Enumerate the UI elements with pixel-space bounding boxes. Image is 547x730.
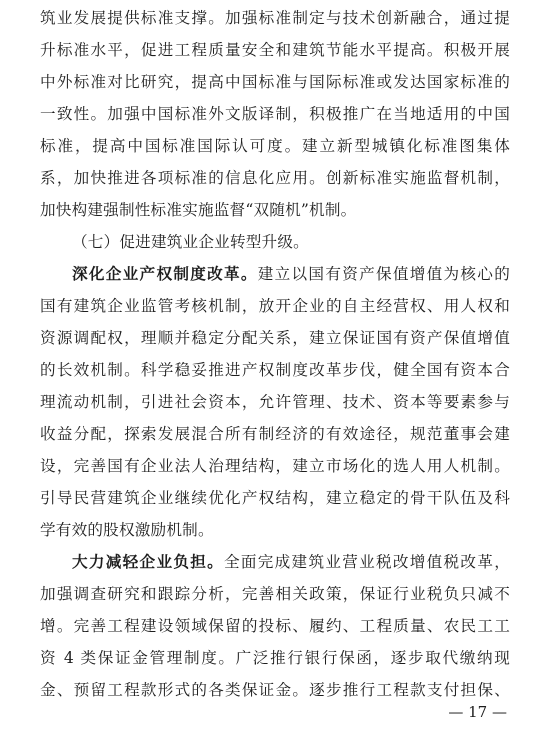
text-line: 加强调查研究和跟踪分析，完善相关政策，保证行业税负只减不 xyxy=(40,585,510,603)
text-line: 国有建筑企业监管考核机制，放开企业的自主经营权、用人权和 xyxy=(40,297,510,315)
text-line: 系，加快推进各项标准的信息化应用。创新标准实施监督机制， xyxy=(40,169,510,187)
text-line: 标准，提高中国标准国际认可度。建立新型城镇化标准图集体 xyxy=(40,137,510,155)
text-line: 学有效的股权激励机制。 xyxy=(40,521,214,539)
text-line: 一致性。加强中国标准外文版译制，积极推广在当地适用的中国 xyxy=(40,105,510,123)
text-span: 全面完成建筑业营业税改增值税改革， xyxy=(224,553,510,571)
text-line: 资 4 类保证金管理制度。广泛推行银行保函，逐步取代缴纳现 xyxy=(40,649,510,667)
text-line: 资源调配权，理顺并稳定分配关系，建立保证国有资产保值增值 xyxy=(40,329,510,347)
page-number: — 17 — xyxy=(448,703,507,721)
text-line: 增。完善工程建设领域保留的投标、履约、工程质量、农民工工 xyxy=(40,617,510,635)
text-line: 设，完善国有企业法人治理结构，建立市场化的选人用人机制。 xyxy=(40,457,510,475)
text-span: 建立以国有资产保值增值为核心的 xyxy=(257,265,510,283)
paragraph-lead: 大力减轻企业负担。 xyxy=(72,553,224,571)
text-line xyxy=(72,552,510,572)
text-line: 的长效机制。科学稳妥推进产权制度改革步伐，健全国有资本合 xyxy=(40,361,510,379)
text-line: 筑业发展提供标准支撑。加强标准制定与技术创新融合，通过提 xyxy=(40,9,510,27)
paragraph-lead: 深化企业产权制度改革。 xyxy=(72,265,258,283)
text-line: 金、预留工程款形式的各类保证金。逐步推行工程款支付担保、 xyxy=(40,681,510,699)
text-line: 收益分配，探索发展混合所有制经济的有效途径，规范董事会建 xyxy=(40,425,510,443)
text-line: 升标准水平，促进工程质量安全和建筑节能水平提高。积极开展 xyxy=(40,41,510,59)
text-line xyxy=(72,264,510,284)
text-line: 中外标准对比研究，提高中国标准与国际标准或发达国家标准的 xyxy=(40,73,510,91)
text-line: 理流动机制，引进社会资本，允许管理、技术、资本等要素参与 xyxy=(40,393,510,411)
text-line: 加快构建强制性标准实施监督“双随机”机制。 xyxy=(40,201,357,219)
section-heading: （七）促进建筑业企业转型升级。 xyxy=(72,233,309,251)
text-line: 引导民营建筑企业继续优化产权结构，建立稳定的骨干队伍及科 xyxy=(40,489,510,507)
